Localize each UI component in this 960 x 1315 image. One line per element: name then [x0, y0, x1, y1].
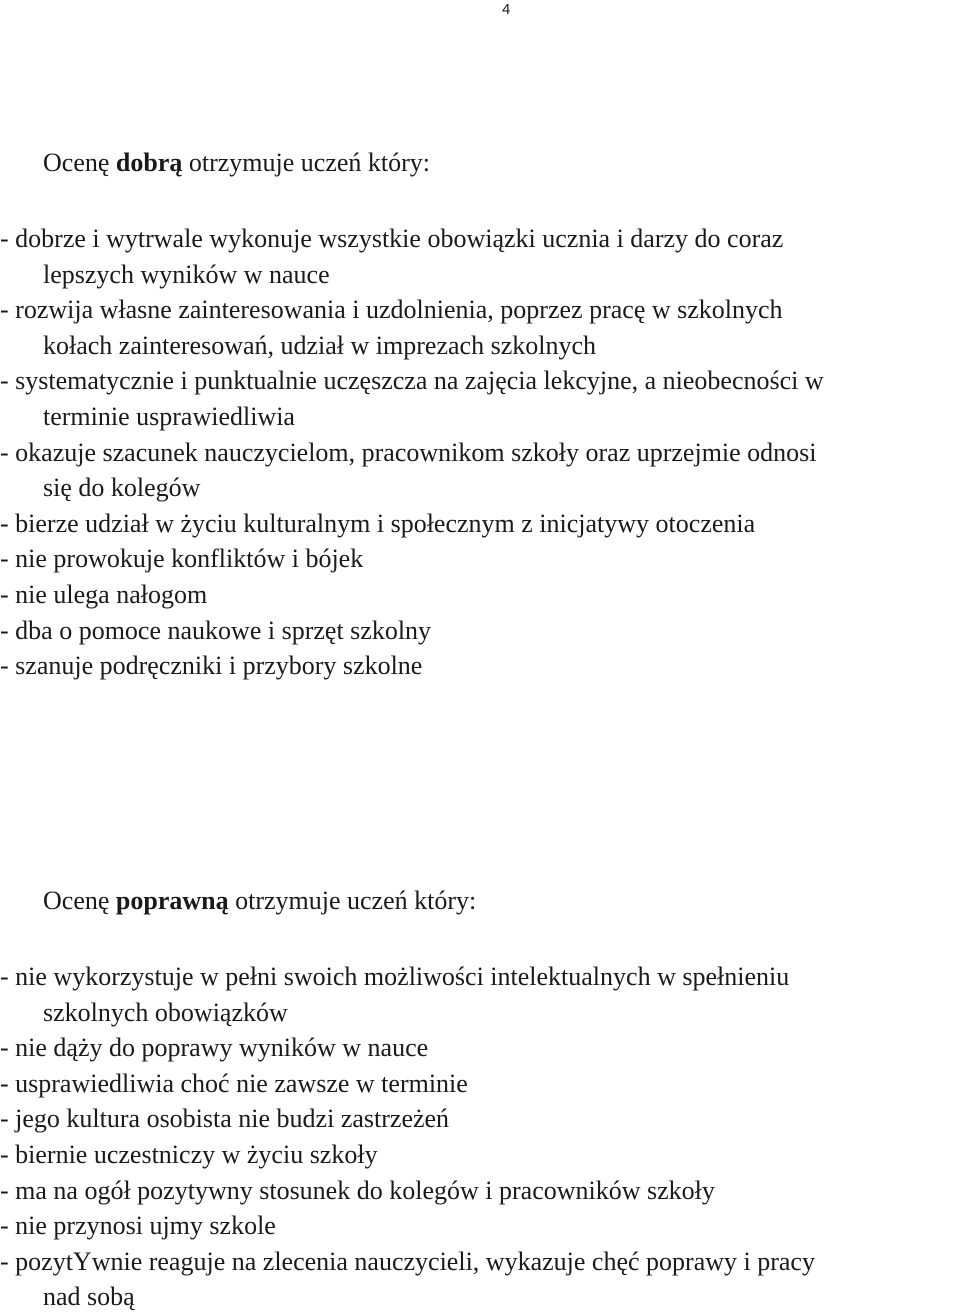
heading-suffix: otrzymuje uczeń który: [228, 886, 477, 915]
criteria-list [0, 221, 960, 684]
criteria-line: - rozwija własne zainteresowania i uzdolnienia, poprzez pracę w szkolnych [0, 295, 783, 325]
criteria-line: terminie usprawiedliwia [43, 401, 295, 431]
criteria-line: kołach zainteresowań, udział w imprezach szkolnych [43, 330, 596, 360]
criteria-item [0, 506, 960, 542]
criteria-line: - systematycznie i punktualnie uczęszcza na zajęcia lekcyjne, a nieobecności w [0, 366, 824, 396]
grade-name: dobrą [115, 148, 183, 177]
criteria-item [0, 435, 960, 506]
criteria-item [0, 292, 960, 363]
criteria-item [0, 1244, 960, 1315]
criteria-item [0, 1030, 960, 1066]
criteria-item [0, 959, 960, 1030]
section-heading [43, 883, 960, 919]
criteria-line: - dobrze i wytrwale wykonuje wszystkie obowiązki ucznia i darzy do coraz [0, 224, 784, 253]
criteria-line: - nie dąży do poprawy wyników w nauce [0, 1033, 429, 1063]
criteria-line: nad sobą [43, 1282, 135, 1312]
criteria-line: szkolnych obowiązków [43, 997, 288, 1027]
criteria-line: - okazuje szacunek nauczycielom, pracownikom szkoły oraz uprzejmie odnosi [0, 437, 817, 467]
criteria-item [0, 221, 960, 292]
criteria-item [0, 1137, 960, 1173]
criteria-item [0, 1208, 960, 1244]
criteria-item [0, 363, 960, 434]
criteria-line: się do kolegów [43, 473, 201, 503]
page-number: 4 [502, 1, 511, 18]
criteria-line: - dba o pomoce naukowe i sprzęt szkolny [0, 615, 432, 645]
heading-prefix: Ocenę [43, 886, 116, 915]
criteria-item [0, 648, 960, 684]
criteria-line: - usprawiedliwia choć nie zawsze w terminie [0, 1068, 468, 1098]
section-heading [43, 145, 960, 181]
criteria-line: - nie wykorzystuje w pełni swoich możliwości intelektualnych w spełnieniu [0, 962, 790, 991]
criteria-line: - nie prowokuje konfliktów i bójek [0, 544, 364, 574]
heading-suffix: otrzymuje uczeń który: [182, 148, 431, 177]
criteria-line: - szanuje podręczniki i przybory szkolne [0, 651, 423, 681]
criteria-item [0, 577, 960, 613]
criteria-line: - bierze udział w życiu kulturalnym i społecznym z inicjatywy otoczenia [0, 508, 756, 538]
heading-prefix: Ocenę [43, 148, 116, 177]
criteria-item [0, 1173, 960, 1209]
criteria-line: - biernie uczestniczy w życiu szkoły [0, 1139, 378, 1169]
grade-name: poprawną [115, 886, 229, 915]
criteria-line: lepszych wyników w nauce [43, 259, 330, 289]
criteria-item [0, 1101, 960, 1137]
criteria-line: - pozytYwnie reaguje na zlecenia nauczycieli, wykazuje chęć poprawy i pracy [0, 1246, 815, 1276]
grade-good-section [0, 145, 960, 684]
criteria-line: - nie przynosi ujmy szkole [0, 1211, 276, 1241]
criteria-item [0, 1066, 960, 1102]
criteria-line: - nie ulega nałogom [0, 579, 208, 609]
criteria-list [0, 959, 960, 1315]
criteria-line: - jego kultura osobista nie budzi zastrzeżeń [0, 1104, 450, 1134]
criteria-item [0, 613, 960, 649]
criteria-item [0, 541, 960, 577]
criteria-line: - ma na ogół pozytywny stosunek do kolegów i pracowników szkoły [0, 1175, 715, 1205]
grade-sufficient-section [0, 883, 960, 1315]
